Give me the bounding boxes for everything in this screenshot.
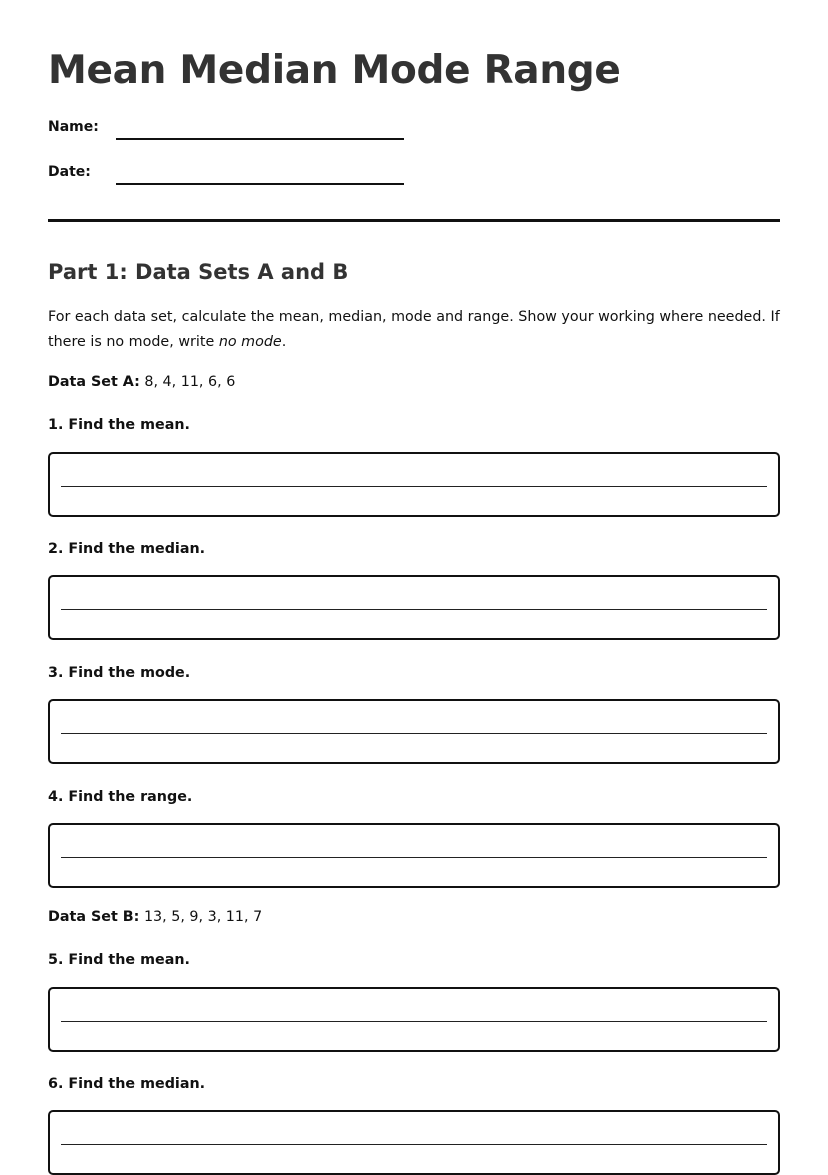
question-2: 2. Find the median. bbox=[48, 541, 206, 557]
question-1: 1. Find the mean. bbox=[48, 417, 190, 433]
name-input-line[interactable] bbox=[116, 138, 404, 140]
answer-box-4[interactable] bbox=[48, 823, 780, 888]
instructions-end: . bbox=[281, 334, 287, 350]
dataset-b-label: Data Set B: bbox=[48, 909, 140, 925]
answer-line bbox=[61, 486, 767, 487]
dataset-b-values: 13, 5, 9, 3, 11, 7 bbox=[139, 909, 263, 925]
instructions-text: For each data set, calculate the mean, median, mode and range. Show your working where needed. If there is no mode, write bbox=[48, 309, 780, 350]
answer-box-1[interactable] bbox=[48, 452, 780, 517]
answer-line bbox=[61, 1021, 767, 1022]
date-input-line[interactable] bbox=[116, 183, 404, 185]
dataset-a bbox=[48, 372, 235, 392]
answer-box-6[interactable] bbox=[48, 1110, 780, 1175]
answer-box-2[interactable] bbox=[48, 575, 780, 640]
name-field bbox=[48, 118, 408, 142]
question-5: 5. Find the mean. bbox=[48, 952, 190, 968]
dataset-b bbox=[48, 907, 262, 927]
part-1-title: Part 1: Data Sets A and B bbox=[48, 260, 349, 284]
answer-box-5[interactable] bbox=[48, 987, 780, 1052]
question-3: 3. Find the mode. bbox=[48, 665, 191, 681]
instructions-emphasis: no mode bbox=[218, 334, 282, 350]
name-label: Name: bbox=[48, 119, 99, 135]
answer-box-3[interactable] bbox=[48, 699, 780, 764]
date-field bbox=[48, 163, 408, 187]
worksheet-title: Mean Median Mode Range bbox=[48, 48, 621, 93]
answer-line bbox=[61, 1144, 767, 1145]
dataset-a-values: 8, 4, 11, 6, 6 bbox=[139, 374, 236, 390]
answer-line bbox=[61, 857, 767, 858]
question-6: 6. Find the median. bbox=[48, 1076, 206, 1092]
dataset-a-label: Data Set A: bbox=[48, 374, 140, 390]
answer-line bbox=[61, 609, 767, 610]
header-divider bbox=[48, 219, 780, 222]
answer-line bbox=[61, 733, 767, 734]
question-4: 4. Find the range. bbox=[48, 789, 193, 805]
part-1-instructions bbox=[48, 305, 780, 355]
date-label: Date: bbox=[48, 164, 91, 180]
